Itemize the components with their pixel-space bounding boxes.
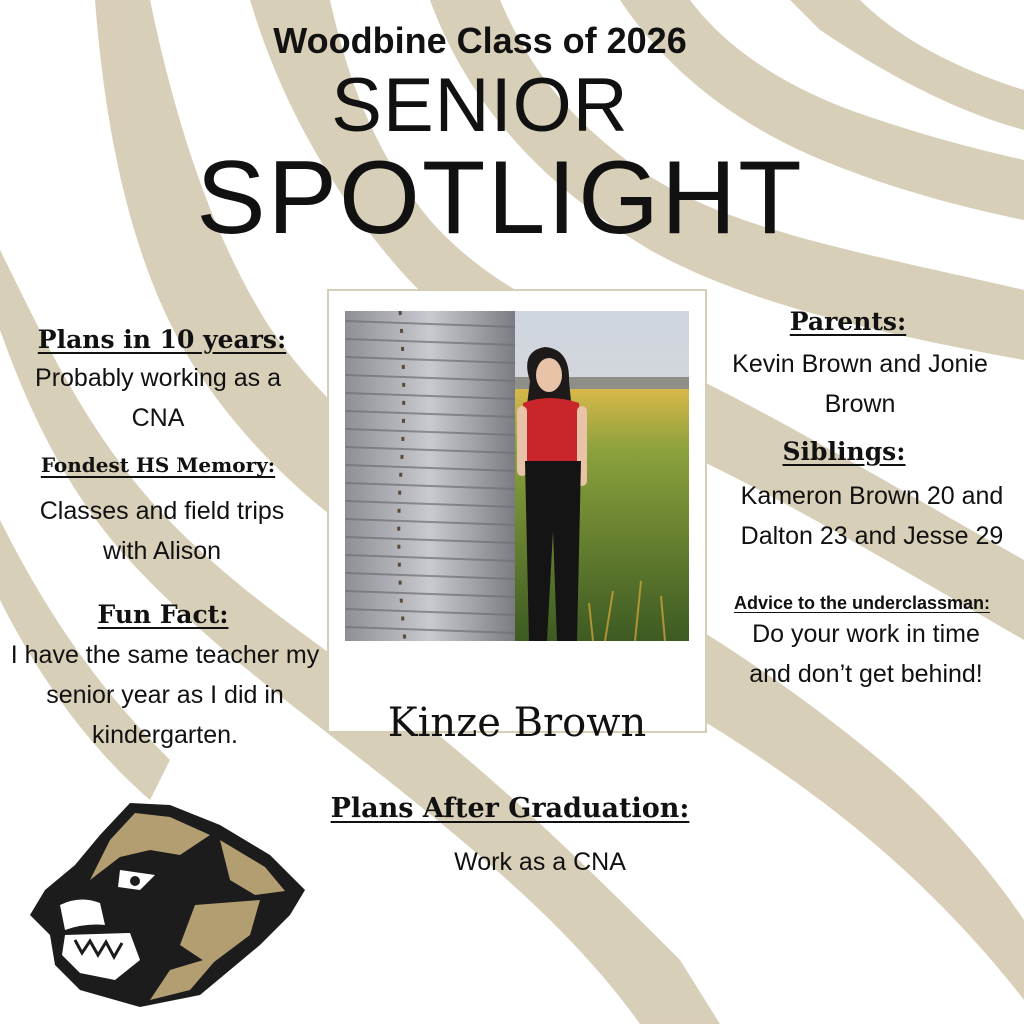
plans-10-years-label: Plans in 10 years: xyxy=(37,325,287,354)
siblings-value: Kameron Brown 20 and Dalton 23 and Jesse 29 xyxy=(740,482,1004,550)
plans-10-years-value: Probably working as a CNA xyxy=(35,364,281,432)
advice-label: Advice to the underclassman: xyxy=(733,593,991,613)
fun-fact-label: Fun Fact: xyxy=(97,600,229,629)
parents-label: Parents: xyxy=(789,307,907,336)
senior-heading: SENIOR xyxy=(331,63,629,148)
plans-after-graduation-value: Work as a CNA xyxy=(454,848,626,876)
fondest-memory-label: Fondest HS Memory: xyxy=(40,453,276,477)
siblings-label: Siblings: xyxy=(782,437,906,466)
student-name: Kinze Brown xyxy=(387,700,647,746)
school-class-line: Woodbine Class of 2026 xyxy=(273,20,687,61)
fondest-memory-value: Classes and field trips with Alison xyxy=(39,497,285,565)
spotlight-heading: SPOTLIGHT xyxy=(196,140,804,256)
parents-value: Kevin Brown and Jonie Brown xyxy=(732,350,988,418)
fun-fact-value: I have the same teacher my senior year as I did in kindergarten. xyxy=(10,641,320,749)
photo-card xyxy=(327,289,707,746)
student-photo xyxy=(345,311,689,641)
advice-value: Do your work in time and don’t get behind! xyxy=(749,620,983,688)
tiger-mascot-icon xyxy=(20,795,310,1010)
plans-after-graduation-label: Plans After Graduation: xyxy=(330,793,690,824)
